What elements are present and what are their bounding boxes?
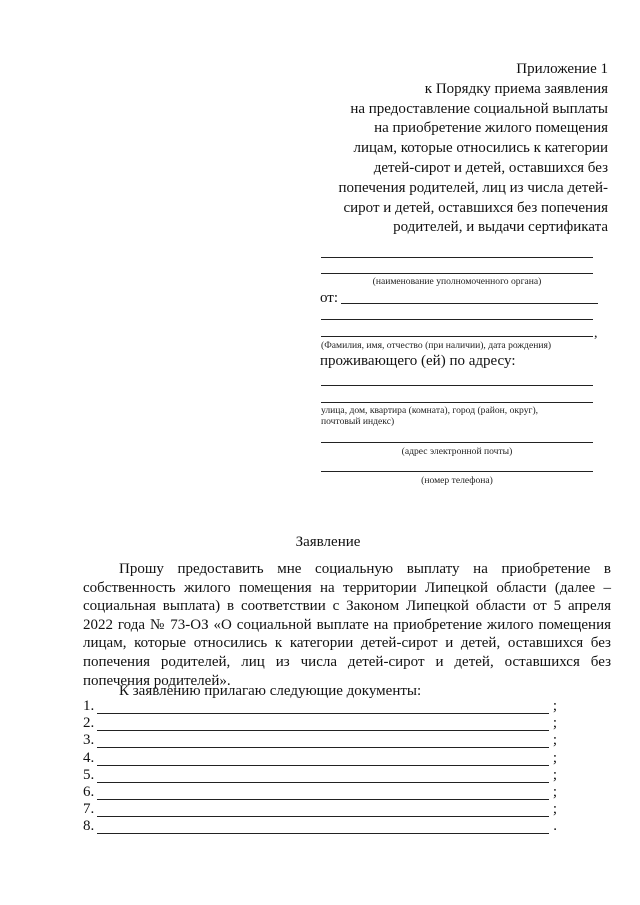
attachment-row bbox=[83, 698, 563, 715]
attachment-row bbox=[83, 818, 563, 835]
appendix-line: детей-сирот и детей, оставшихся без bbox=[373, 159, 608, 176]
attachment-punctuation: ; bbox=[552, 698, 557, 714]
attachment-blank-line[interactable] bbox=[97, 816, 549, 817]
phone-caption: (номер телефона) bbox=[421, 475, 493, 486]
address-caption-line-2: почтовый индекс) bbox=[321, 416, 395, 427]
attachments-intro: К заявлению прилагаю следующие документы: bbox=[119, 683, 422, 699]
phone-blank-line[interactable] bbox=[321, 471, 593, 472]
appendix-line: на приобретение жилого помещения bbox=[374, 120, 608, 137]
applicant-blank-line-2[interactable] bbox=[321, 336, 593, 337]
from-label: от: bbox=[320, 290, 339, 306]
attachment-row bbox=[83, 732, 563, 749]
email-blank-line[interactable] bbox=[321, 442, 593, 443]
name-caption: (Фамилия, имя, отчество (при наличии), дата рождения) bbox=[321, 340, 552, 351]
attachment-number: 1. bbox=[83, 698, 95, 714]
authority-blank-line-1[interactable] bbox=[321, 257, 593, 258]
attachment-row bbox=[83, 715, 563, 732]
attachment-punctuation: . bbox=[553, 818, 557, 835]
attachment-punctuation: ; bbox=[552, 783, 557, 800]
attachment-punctuation: ; bbox=[552, 801, 557, 818]
attachment-punctuation: ; bbox=[552, 715, 557, 732]
attachment-punctuation: ; bbox=[552, 749, 557, 766]
attachment-blank-line[interactable] bbox=[97, 713, 549, 714]
attachment-blank-line[interactable] bbox=[97, 782, 549, 783]
attachment-number: 2. bbox=[83, 715, 95, 732]
address-label: проживающего (ей) по адресу: bbox=[320, 353, 516, 369]
appendix-line: сирот и детей, оставшихся без попечения bbox=[343, 199, 608, 216]
statement-body: Прошу предоставить мне социальную выплату на приобретение в собственность жилого помещения на территории Липецкой области (далее – социальная выплата) в соответствии с Законом Липецкой области от 5 апреля 2022 года № 73-ОЗ «О социальной выплате на приобретение жилого помещения лицам, которые относились к категории детей-сирот и детей, оставшихся без попечения родителей, лиц из числа детей-сирот и детей, оставшихся без попечения родителей». bbox=[83, 561, 611, 689]
attachment-punctuation: ; bbox=[552, 766, 557, 783]
attachment-number: 5. bbox=[83, 766, 95, 783]
attachment-blank-line[interactable] bbox=[97, 833, 549, 834]
attachments-list bbox=[83, 698, 563, 836]
attachment-row bbox=[83, 784, 563, 801]
attachment-number: 3. bbox=[83, 732, 95, 749]
authority-caption: (наименование уполномоченного органа) bbox=[372, 276, 542, 287]
attachment-blank-line[interactable] bbox=[97, 747, 549, 748]
address-blank-line-1[interactable] bbox=[321, 385, 593, 386]
appendix-line: попечения родителей, лиц из числа детей- bbox=[338, 179, 608, 196]
attachment-number: 6. bbox=[83, 783, 95, 800]
statement-title: Заявление bbox=[295, 534, 361, 550]
email-caption: (адрес электронной почты) bbox=[401, 446, 513, 457]
appendix-line: лицам, которые относились к категории bbox=[353, 140, 608, 157]
appendix-line: Приложение 1 bbox=[516, 61, 608, 77]
attachment-number: 7. bbox=[83, 801, 95, 818]
address-caption-line-1: улица, дом, квартира (комната), город (район, округ), bbox=[321, 405, 539, 416]
attachment-punctuation: ; bbox=[552, 732, 557, 749]
attachment-row bbox=[83, 750, 563, 767]
appendix-line: родителей, и выдачи сертификата bbox=[393, 219, 608, 236]
attachment-number: 4. bbox=[83, 749, 95, 766]
attachment-blank-line[interactable] bbox=[97, 730, 549, 731]
attachment-blank-line[interactable] bbox=[97, 765, 549, 766]
attachment-number: 8. bbox=[83, 818, 95, 835]
attachment-row bbox=[83, 767, 563, 784]
applicant-comma: , bbox=[594, 326, 598, 341]
from-blank-line[interactable] bbox=[341, 303, 598, 304]
appendix-line: на предоставление социальной выплаты bbox=[350, 100, 608, 117]
appendix-line: к Порядку приема заявления bbox=[424, 80, 608, 97]
applicant-blank-line-1[interactable] bbox=[321, 319, 593, 320]
address-blank-line-2[interactable] bbox=[321, 402, 593, 403]
appendix-header bbox=[288, 60, 608, 238]
attachment-row bbox=[83, 801, 563, 818]
attachment-blank-line[interactable] bbox=[97, 799, 549, 800]
authority-blank-line-2[interactable] bbox=[321, 273, 593, 274]
